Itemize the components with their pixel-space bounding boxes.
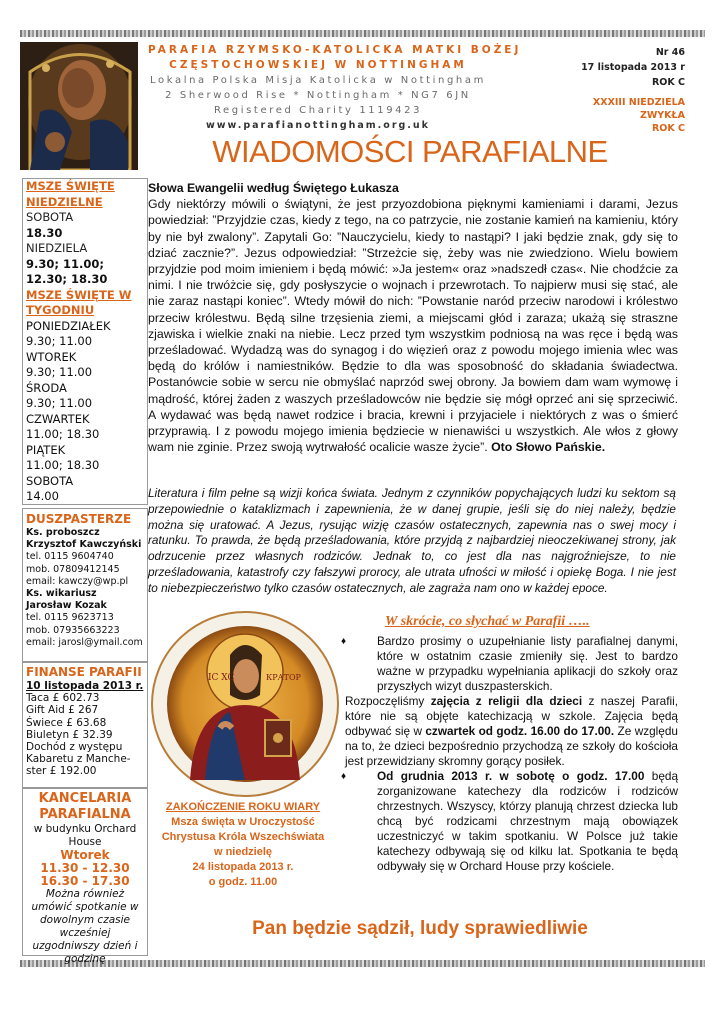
office-note: Można również umówić spotkanie w dowolnym czasie wcześniej uzgodniwszy dzień i godzinę [31, 888, 139, 965]
mass-time: 9.30; 11.00 [26, 396, 93, 410]
priests-heading: DUSZPASTERZE [26, 512, 132, 526]
news-heading: W skrócie, co słychać w Parafii ….. [385, 614, 590, 629]
priest2-mobile: mob. 07935663223 [26, 624, 120, 636]
sunday-masses-heading: MSZE ŚWIĘTE NIEDZIELNE [26, 179, 115, 209]
caption-line: Chrystusa Króla Wszechświata [161, 831, 325, 843]
finance-line: Dochód z występu Kabaretu z Manche-ster £ 192.00 [26, 741, 131, 778]
reflection-paragraph: Literatura i film pełne są wizji końca świata. Jednym z czynników popychających ludzi ku sektom są przepowiednie o kataklizmach i zapewnienia, że w danej grupie, jeśli się do niej należy, będzie można się uratować. A Jezus, rysując wizję czasów ostatecznych, zapewnia nas o swej mocy i ratunku. To prawda, że będą prześladowania, które przyjdą z najbardziej nieoczekiwanej strony, jak odrzucenie przez własnych rodziców. Jednak to, co jest dla nas najgroźniejsze, to nie prześladowania, katastrofy czy fałszywi prorocy, ale utrata ufności w miłość i opiekę Boga. I nie jest to niebezpieczeństwo tylko czasów ostatecznych, ale zagraża nam ono w każdej epoce. [148, 486, 676, 595]
office-day: Wtorek [60, 848, 110, 862]
mass-time: 9.30; 11.00 [26, 334, 93, 348]
office-heading2: PARAFIALNA [39, 807, 131, 822]
news-section [341, 614, 678, 874]
mass-time: 11.00; 18.30 [26, 458, 100, 472]
caption-line: Msza święta w Uroczystość [171, 816, 315, 828]
bullet-icon: ♦ [341, 771, 347, 782]
liturgical-year: ROK C [651, 77, 685, 88]
news-highlight: zajęcia z religii dla dzieci [430, 694, 583, 708]
office-heading1: KANCELARIA [38, 791, 132, 806]
priest1-email[interactable]: email: kawczy@wp.pl [26, 575, 129, 587]
mass-day: PONIEDZIAŁEK [26, 318, 111, 333]
sunday-line3: ROK C [651, 123, 685, 134]
finance-line: Gift Aid £ 267 [26, 704, 99, 717]
mass-time: 12.30; 18.30 [26, 272, 108, 286]
icon-inscription-left: IC XC [208, 673, 235, 683]
sunday-line1: XXXIII NIEDZIELA [592, 97, 685, 108]
event-caption [148, 800, 338, 890]
masses-box [22, 178, 148, 505]
finance-line: Taca £ 602.73 [26, 692, 100, 705]
christ-pantocrator-image [150, 610, 340, 798]
sunday-line2: ZWYKŁA [639, 110, 685, 121]
news-highlight: czwartek od godz. 16.00 do 17.00. [425, 724, 615, 738]
finances-heading: FINANSE PARAFII [26, 665, 142, 679]
mass-day: ŚRODA [26, 380, 67, 395]
weekday-masses-heading: MSZE ŚWIĘTE W TYGODNIU [26, 287, 132, 317]
gospel-closing: Oto Słowo Pańskie. [491, 440, 606, 455]
priest2-phone: tel. 0115 9623713 [26, 612, 114, 624]
caption-line: o godz. 11.00 [208, 876, 278, 888]
gospel-section [148, 180, 678, 455]
finances-box [22, 662, 148, 788]
mass-time: 14.00 [26, 489, 59, 503]
priest1-mobile: mob. 07809412145 [26, 563, 120, 575]
priest1-phone: tel. 0115 9604740 [26, 551, 114, 563]
weekday-masses-list [26, 319, 144, 505]
gospel-heading: Słowa Ewangelii według Świętego Łukasza [148, 181, 399, 195]
mass-day: SOBOTA [26, 473, 74, 488]
priest2-role: Ks. wikariusz [26, 588, 97, 600]
office-hours1: 11.30 - 12.30 [40, 861, 130, 875]
news-item-1 [341, 634, 678, 694]
parish-name-line1: PARAFIA RZYMSKO-KATOLICKA MATKI BOŻEJ [148, 44, 522, 56]
news-item-1-text: Bardzo prosimy o uzupełnianie listy parafialnej danymi, które w ostatnim czasie zmieniły się. Jest to bardzo ważne w przypadku wypełniania aplikacji do szkoły oraz przyszłych wizyt duszpasterskich. [377, 634, 678, 693]
finance-line: Biuletyn £ 32.39 [26, 728, 113, 741]
charity-line: Registered Charity 1119423 [213, 105, 423, 116]
news-highlight: Od grudnia 2013 r. w sobotę o godz. 17.00 [377, 769, 645, 783]
mass-time: 11.00; 18.30 [26, 427, 100, 441]
website-link[interactable]: www.parafianottingham.org.uk [205, 120, 430, 131]
mass-day: PIĄTEK [26, 442, 66, 457]
mass-day: NIEDZIELA [26, 241, 88, 255]
address-line: 2 Sherwood Rise * Nottingham * NG7 6JN [165, 90, 471, 101]
office-hours2: 16.30 - 17.30 [40, 874, 130, 888]
gospel-text: Gdy niektórzy mówili o świątyni, że jest przyozdobiona pięknymi kamieniami i darami, Jezus powiedział: ”Przyjdzie czas, kiedy z tego, na co patrzycie, nie zostanie kamień na kamieniu, który by nie był zwalony”. Zapytali Go: ”Nauczycielu, kiedy to nastąpi? I jaki będzie znak, gdy się to dziać zacznie?”. Jezus odpowiedział: ”Strzeżcie się, żeby was nie zwiedziono. Wielu bowiem przyjdzie pod moim imieniem i będą mówić: »Ja jestem« oraz »nadszedł czas«. Nie chodźcie za nimi. I nie trwóżcie się, gdy posłyszycie o wojnach i przewrotach. To najpierw musi się stać, ale nie zaraz nastąpi koniec”. Wtedy mówił do nich: ”Powstanie naród przeciw narodowi i królestwo przeciw królestwu. Będą silne trzęsienia ziemi, a miejscami głód i zaraza; ukażą się straszne zjawiska i wielkie znaki na niebie. Lecz przed tym wszystkim podniosą na was ręce i będą was prześladować. Wydadzą was do synagog i do więzień oraz z powodu mojego imienia wlec was będą do królów i namiestników. Będzie to dla was sposobność do składania świadectwa. Postanówcie sobie w sercu nie obmyślać naprzód swej obrony. Ja bowiem dam wam wymowę i mądrość, której żaden z waszych prześladowców nie będzie się mógł oprzeć ani się sprzeciwić. A wydawać was będą nawet rodzice i bracia, krewni i przyjaciele i niektórych z was o śmierć przyprawią. I z powodu mojego imienia będziecie w nienawiści u wszystkich. Ale włos z głowy wam nie zginie. Przez swoją wytrwałość ocalicie wasze życie”. [148, 197, 678, 455]
sunday-masses-list [26, 210, 144, 288]
issue-date: 17 listopada 2013 r [581, 62, 685, 73]
parish-name-line2: CZĘSTOCHOWSKIEJ W NOTTINGHAM [169, 59, 467, 71]
news-item-2 [345, 694, 678, 769]
bullet-icon: ♦ [341, 636, 347, 647]
mass-day: CZWARTEK [26, 411, 90, 426]
news-text: będą zorganizowane katechezy dla rodziców i rodziców chrzestnych. Wszyscy, którzy planują chrzest dziecka lub chcą być rodzicami chrzestnym mają obowiązek uczestniczyć w takim spotkaniu. W Polsce już takie katechezy odbywają się od kilku lat. Spotkania te będą odbywały się w Orchard House przy kościele. [377, 769, 678, 873]
caption-title: ZAKOŃCZENIE ROKU WIARY [165, 801, 321, 813]
madonna-icon-image [20, 42, 138, 170]
office-place: w budynku Orchard House [33, 823, 137, 848]
news-item-3 [341, 769, 678, 874]
closing-motto: Pan będzie sądził, ludy sprawiedliwie [252, 918, 588, 939]
priest2-name: Jarosław Kozak [26, 600, 107, 612]
finances-date: 10 listopada 2013 r. [26, 680, 144, 692]
mission-line: Lokalna Polska Misja Katolicka w Nottingham [150, 75, 486, 86]
icon-inscription-right: КРАТОР [266, 673, 301, 682]
priests-box [22, 508, 148, 662]
mass-day: WTOREK [26, 349, 77, 364]
mass-day: SOBOTA [26, 210, 74, 224]
issue-number: Nr 46 [655, 47, 685, 58]
caption-line: w niedzielę [213, 846, 273, 858]
mass-time: 9.30; 11.00 [26, 365, 93, 379]
mass-time: 9.30; 11.00; [26, 256, 104, 271]
caption-line: 24 listopada 2013 r. [192, 861, 294, 873]
priest2-email[interactable]: email: jarosl@ymail.com [26, 636, 143, 648]
office-box [22, 788, 148, 965]
news-text: Ze względu na to, że dzieci bezpośrednio przychodzą ze szkoły do kościoła jest przewidziany skromny gorący posiłek. [345, 724, 678, 768]
mass-time: 18.30 [26, 225, 63, 240]
top-divider [20, 30, 705, 37]
priest1-name: Krzysztof Kawczyński [26, 539, 142, 551]
news-text: z naszej Parafii, które nie są objęte katechizacją w szkole. Zajęcia będą odbywać się w [345, 694, 678, 738]
finance-line: Świece £ 63.68 [26, 716, 107, 729]
news-text: Rozpoczęliśmy [345, 694, 431, 708]
priest1-role: Ks. proboszcz [26, 527, 100, 538]
page-title: WIADOMOŚCI PARAFIALNE [212, 134, 608, 169]
